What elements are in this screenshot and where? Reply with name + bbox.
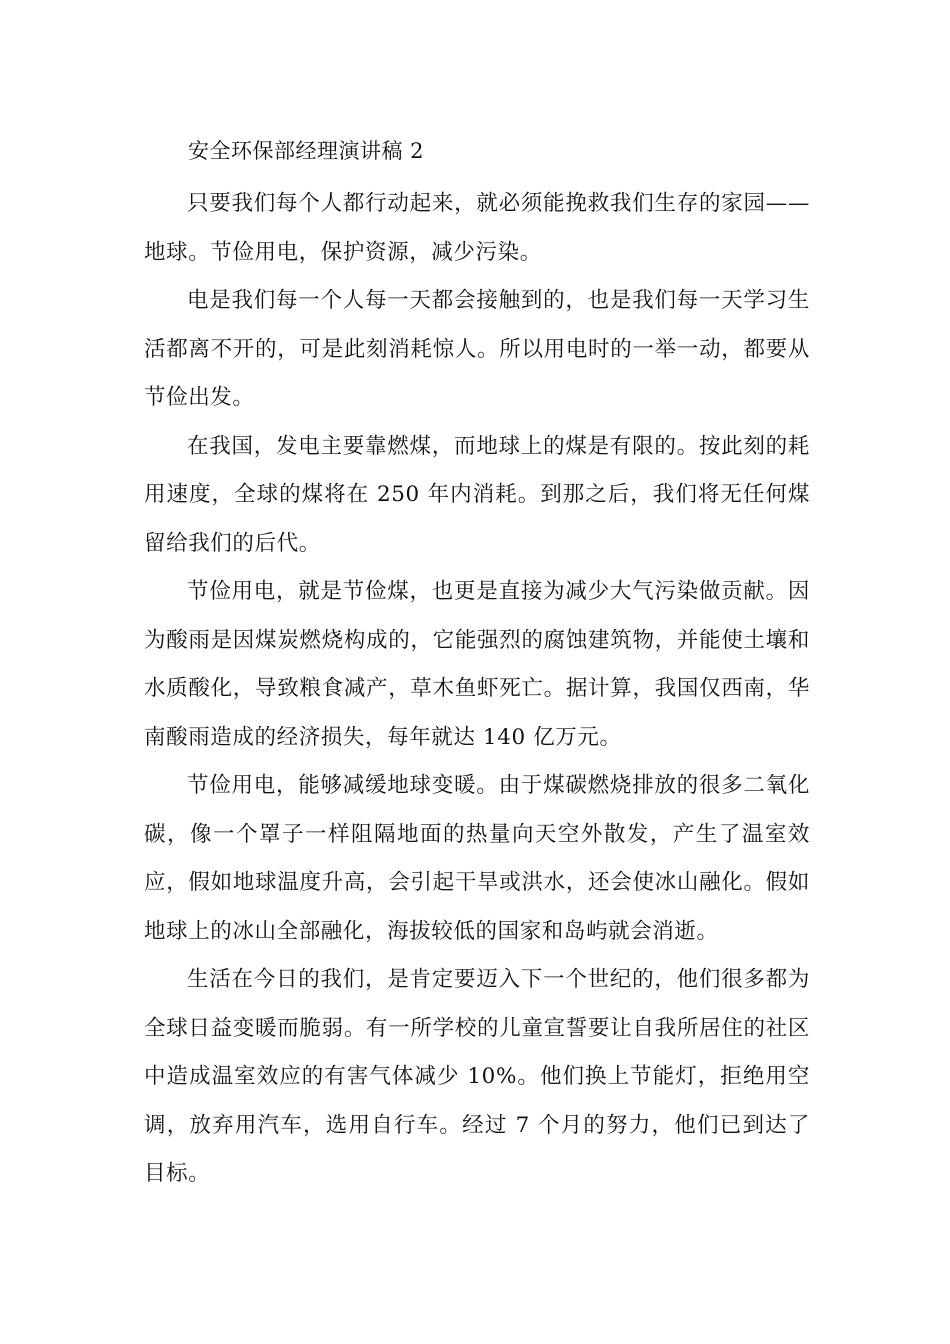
document-page [144,128,810,1199]
paragraph-4: 节俭用电，就是节俭煤，也更是直接为减少大气污染做贡献。因为酸雨是因煤炭燃烧构成的，它能强烈的腐蚀建筑物，并能使土壤和水质酸化，导致粮食减产，草木鱼虾死亡。据计算，我国仅西南，华南酸雨造成的经济损失，每年就达 140 亿万元。 [144,579,810,750]
document-title: 安全环保部经理演讲稿 2 [188,139,425,163]
paragraph-1: 只要我们每个人都行动起来，就必须能挽救我们生存的家园——地球。节俭用电，保护资源，减少污染。 [144,191,810,265]
paragraph-5: 节俭用电，能够减缓地球变暖。由于煤碳燃烧排放的很多二氧化碳，像一个罩子一样阻隔地面的热量向天空外散发，产生了温室效应，假如地球温度升高，会引起干旱或洪水，还会使冰山融化。假如地球上的冰山全部融化，海拔较低的国家和岛屿就会消逝。 [144,773,810,944]
paragraph-3: 在我国，发电主要靠燃煤，而地球上的煤是有限的。按此刻的耗用速度，全球的煤将在 250 年内消耗。到那之后，我们将无任何煤留给我们的后代。 [144,433,810,556]
paragraph-6: 生活在今日的我们，是肯定要迈入下一个世纪的，他们很多都为全球日益变暖而脆弱。有一所学校的儿童宣誓要让自我所居住的社区中造成温室效应的有害气体减少 10%。他们换上节能灯，拒绝用空调，放弃用汽车，选用自行车。经过 7 个月的努力，他们已到达了目标。 [144,967,810,1186]
paragraph-2: 电是我们每一个人每一天都会接触到的，也是我们每一天学习生活都离不开的，可是此刻消耗惊人。所以用电时的一举一动，都要从节俭出发。 [144,288,810,410]
